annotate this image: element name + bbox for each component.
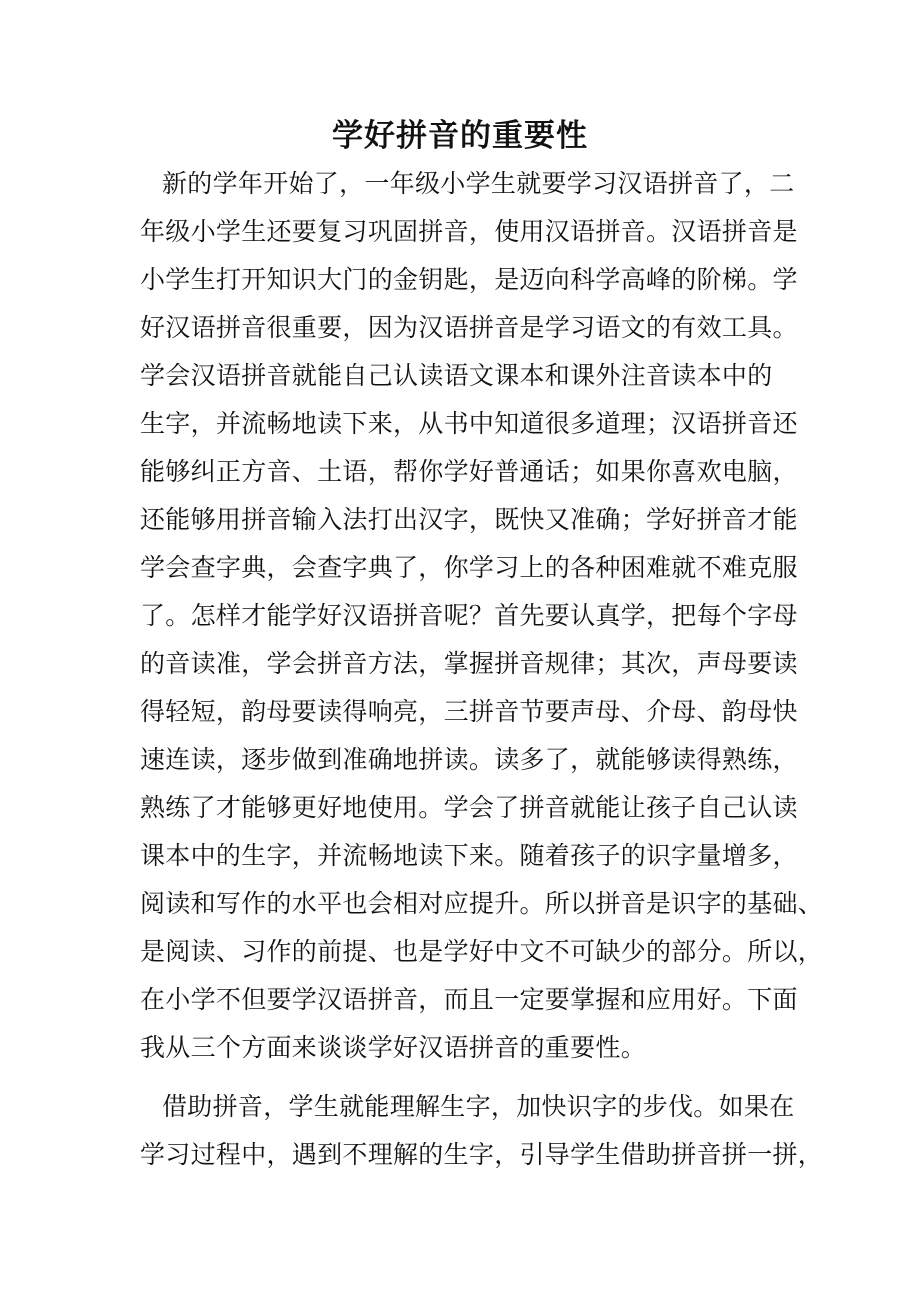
paragraph-1-line-19: 我从三个方面来谈谈学好汉语拼音的重要性。 [140, 1033, 647, 1062]
paragraph-1-line-14: 熟练了才能够更好地使用。学会了拼音就能让孩子自己认读 [140, 793, 798, 822]
paragraph-1-line-2: 年级小学生还要复习巩固拼音，使用汉语拼音。汉语拼音是 [140, 217, 798, 246]
paragraph-1-line-12: 得轻短，韵母要读得响亮，三拼音节要声母、介母、韵母快 [140, 697, 798, 726]
paragraph-1-line-16: 阅读和写作的水平也会相对应提升。所以拼音是识字的基础、 [140, 889, 824, 918]
paragraph-1-line-15: 课本中的生字，并流畅地读下来。随着孩子的识字量增多， [140, 841, 798, 870]
paragraph-2-line-2: 学习过程中，遇到不理解的生字，引导学生借助拼音拼一拼， [140, 1140, 824, 1169]
paragraph-1-line-3: 小学生打开知识大门的金钥匙，是迈向科学高峰的阶梯。学 [140, 265, 798, 294]
document-title: 学好拼音的重要性 [332, 118, 588, 154]
paragraph-1-line-18: 在小学不但要学汉语拼音，而且一定要掌握和应用好。下面 [140, 985, 798, 1014]
paragraph-1-line-11: 的音读准，学会拼音方法，掌握拼音规律；其次，声母要读 [140, 649, 798, 678]
paragraph-1-line-10: 了。怎样才能学好汉语拼音呢？首先要认真学，把每个字母 [140, 601, 798, 630]
paragraph-1-line-6: 生字，并流畅地读下来，从书中知道很多道理；汉语拼音还 [140, 409, 798, 438]
paragraph-1-line-5: 学会汉语拼音就能自己认读语文课本和课外注音读本中的 [140, 361, 773, 390]
paragraph-1-line-9: 学会查字典，会查字典了，你学习上的各种困难就不难克服 [140, 553, 798, 582]
paragraph-1-line-4: 好汉语拼音很重要，因为汉语拼音是学习语文的有效工具。 [140, 313, 798, 342]
paragraph-1-line-7: 能够纠正方音、土语，帮你学好普通话；如果你喜欢电脑， [140, 457, 798, 486]
paragraph-1-line-13: 速连读，逐步做到准确地拼读。读多了，就能够读得熟练， [140, 745, 798, 774]
paragraph-2-line-1: 借助拼音，学生就能理解生字，加快识字的步伐。如果在 [162, 1092, 795, 1121]
paragraph-1-line-8: 还能够用拼音输入法打出汉字，既快又准确；学好拼音才能 [140, 505, 798, 534]
paragraph-1-line-1: 新的学年开始了，一年级小学生就要学习汉语拼音了，二 [162, 169, 795, 198]
paragraph-1-line-17: 是阅读、习作的前提、也是学好中文不可缺少的部分。所以， [140, 937, 824, 966]
